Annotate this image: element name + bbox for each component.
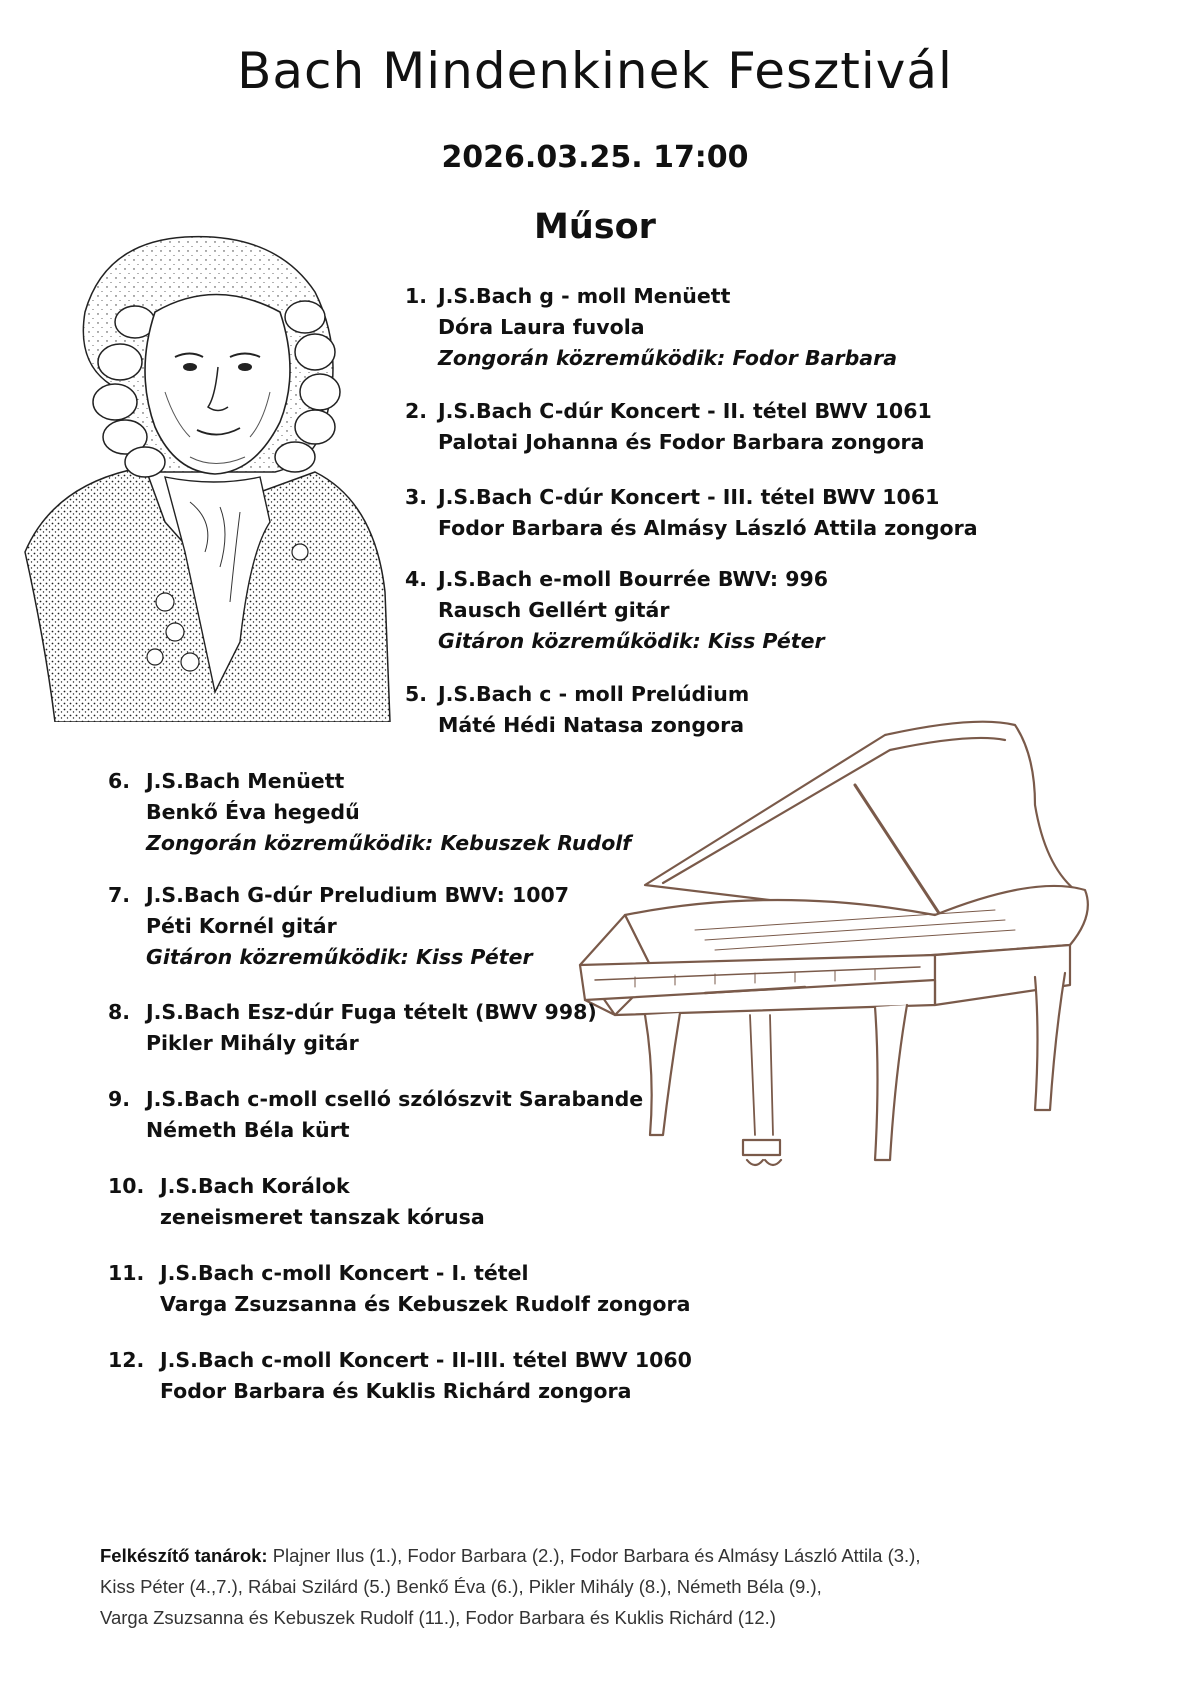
program-item-piece: J.S.Bach c-moll Koncert - II-III. tétel BWV 1060 [160,1348,692,1372]
program-item-number: 2. [405,399,428,423]
program-item-number: 7. [108,883,131,907]
program-heading: Műsor [534,207,656,247]
program-item-performer: Benkő Éva hegedű [146,800,360,824]
program-item-9 [108,1084,643,1146]
page-title: Bach Mindenkinek Fesztivál [237,42,953,100]
program-item-performer: Máté Hédi Natasa zongora [438,713,745,737]
program-item-performer: Dóra Laura fuvola [438,315,645,339]
program-item-performer: Fodor Barbara és Kuklis Richárd zongora [160,1379,632,1403]
program-item-6 [108,766,631,859]
program-item-number: 6. [108,769,131,793]
program-item-performer: Németh Béla kürt [146,1118,350,1142]
program-item-number: 3. [405,485,428,509]
program-item-number: 8. [108,1000,131,1024]
program-item-7 [108,880,569,973]
program-item-performer: zeneismeret tanszak kórusa [160,1205,485,1229]
teachers-footer [100,1540,1100,1633]
teachers-line-1: Plajner Ilus (1.), Fodor Barbara (2.), Fodor Barbara és Almásy László Attila (3.), [272,1545,921,1566]
program-item-piece: J.S.Bach c-moll cselló szólószvit Sarabande [146,1087,644,1111]
program-item-piece: J.S.Bach C-dúr Koncert - III. tétel BWV 1061 [438,485,940,509]
program-item-performer: Fodor Barbara és Almásy László Attila zongora [438,516,978,540]
program-item-number: 12. [108,1348,145,1372]
program-item-performer: Palotai Johanna és Fodor Barbara zongora [438,430,925,454]
program-item-number: 11. [108,1261,145,1285]
program-item-2 [405,396,932,458]
program-item-piece: J.S.Bach Menüett [146,769,345,793]
program-item-performer: Rausch Gellért gitár [438,598,670,622]
bach-portrait-illustration [15,222,410,722]
grand-piano-illustration [575,715,1110,1185]
program-item-piece: J.S.Bach c-moll Koncert - I. tétel [160,1261,529,1285]
program-item-piece: J.S.Bach g - moll Menüett [438,284,731,308]
program-item-8 [108,997,597,1059]
program-item-number: 9. [108,1087,131,1111]
teachers-label: Felkészítő tanárok: [100,1545,268,1566]
program-item-performer: Pikler Mihály gitár [146,1031,359,1055]
program-item-accompaniment: Zongorán közreműködik: Fodor Barbara [438,346,898,370]
program-item-piece: J.S.Bach C-dúr Koncert - II. tétel BWV 1061 [438,399,932,423]
program-item-accompaniment: Gitáron közreműködik: Kiss Péter [438,629,825,653]
program-item-10 [108,1171,485,1233]
program-item-performer: Péti Kornél gitár [146,914,337,938]
program-item-4 [405,564,828,657]
program-item-3 [405,482,978,544]
program-item-accompaniment: Gitáron közreműködik: Kiss Péter [146,945,533,969]
program-item-piece: J.S.Bach e-moll Bourrée BWV: 996 [438,567,829,591]
program-item-piece: J.S.Bach Esz-dúr Fuga tételt (BWV 998) [146,1000,597,1024]
program-item-number: 4. [405,567,428,591]
teachers-line-3: Varga Zsuzsanna és Kebuszek Rudolf (11.), Fodor Barbara és Kuklis Richárd (12.) [100,1607,776,1628]
program-item-1 [405,281,897,374]
program-item-5 [405,679,749,741]
program-item-number: 1. [405,284,428,308]
program-item-piece: J.S.Bach Korálok [160,1174,350,1198]
program-item-piece: J.S.Bach G-dúr Preludium BWV: 1007 [146,883,570,907]
program-item-piece: J.S.Bach c - moll Prelúdium [438,682,750,706]
teachers-line-2: Kiss Péter (4.,7.), Rábai Szilárd (5.) Benkő Éva (6.), Pikler Mihály (8.), Németh Béla (9.), [100,1576,822,1597]
program-item-11 [108,1258,690,1320]
program-item-number: 5. [405,682,428,706]
event-datetime: 2026.03.25. 17:00 [441,140,749,175]
program-item-accompaniment: Zongorán közreműködik: Kebuszek Rudolf [146,831,632,855]
program-item-12 [108,1345,692,1407]
program-item-number: 10. [108,1174,145,1198]
program-item-performer: Varga Zsuzsanna és Kebuszek Rudolf zongora [160,1292,691,1316]
